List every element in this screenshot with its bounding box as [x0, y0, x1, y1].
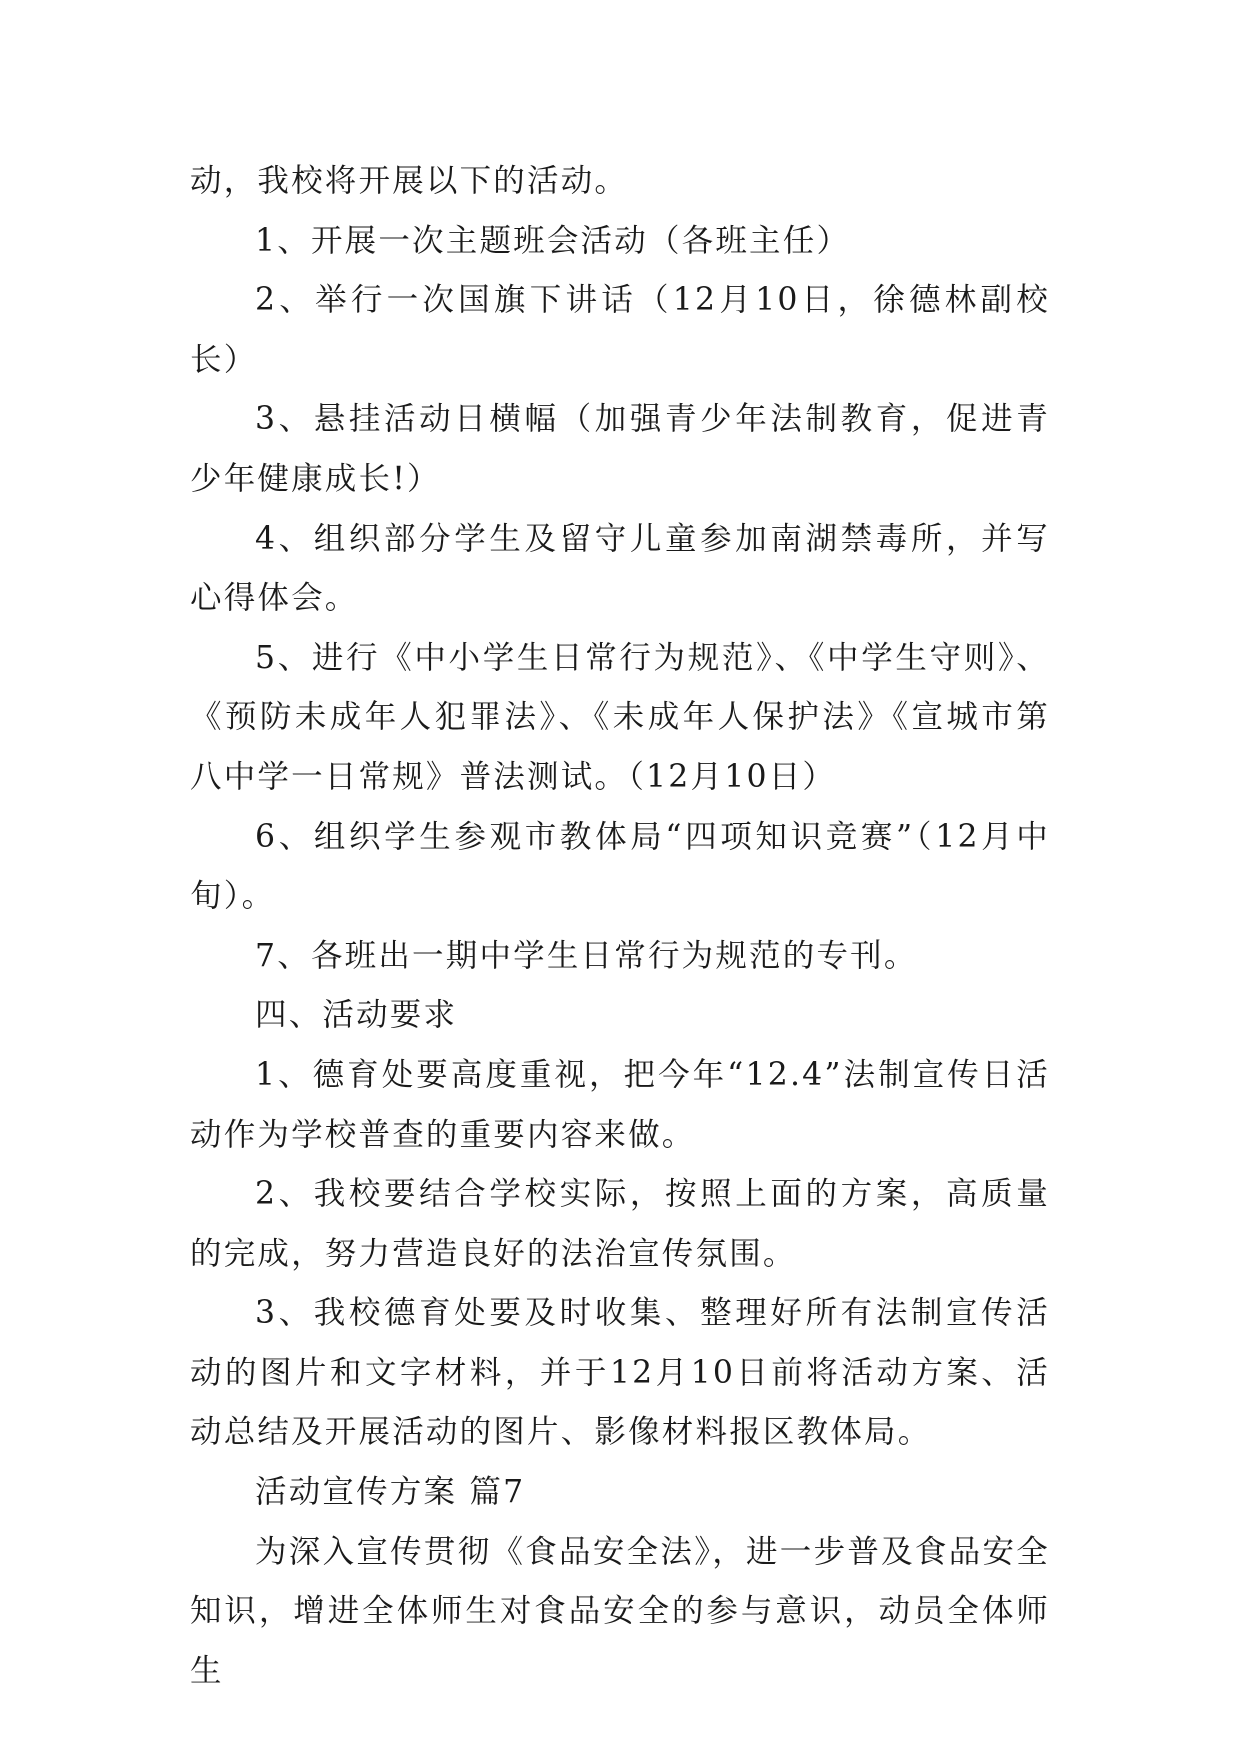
- paragraph-requirement-2: 2、我校要结合学校实际，按照上面的方案，高质量的完成，努力营造良好的法治宣传氛围。: [190, 1176, 1050, 1272]
- paragraph-item-4-visit: 4、组织部分学生及留守儿童参加南湖禁毒所，并写心得体会。: [190, 520, 1050, 617]
- section-heading-requirements: 四、活动要求: [255, 997, 458, 1034]
- document-body: [190, 152, 1050, 1701]
- paragraph-item-1-class-meeting: 1、开展一次主题班会活动（各班主任）: [255, 222, 851, 259]
- paragraph-item-6-competition: 6、组织学生参观市教体局“四项知识竞赛”（12月中旬）。: [190, 818, 1050, 915]
- paragraph-requirement-1: 1、德育处要高度重视，把今年“12.4”法制宣传日活动作为学校普查的重要内容来做。: [190, 1056, 1050, 1153]
- paragraph-item-3-banner: 3、悬挂活动日横幅（加强青少年法制教育，促进青少年健康成长!）: [190, 401, 1050, 497]
- paragraph-item-2-flag-speech: 2、举行一次国旗下讲话（12月10日，徐德林副校长）: [190, 282, 1050, 378]
- paragraph-continuation: 动，我校将开展以下的活动。: [190, 163, 629, 199]
- paragraph-item-5-law-test: 5、进行《中小学生日常行为规范》、《中学生守则》、《预防未成年人犯罪法》、《未成年人保护法》《宣城市第八中学一日常规》普法测试。（12月10日）: [190, 639, 1050, 795]
- section-heading-plan-7: 活动宣传方案 篇7: [255, 1474, 526, 1511]
- paragraph-plan-7-intro: 为深入宣传贯彻《食品安全法》，进一步普及食品安全知识，增进全体师生对食品安全的参与意识，动员全体师生: [190, 1533, 1050, 1689]
- paragraph-item-7-publication: 7、各班出一期中学生日常行为规范的专刊。: [255, 937, 918, 974]
- paragraph-requirement-3: 3、我校德育处要及时收集、整理好所有法制宣传活动的图片和文字材料，并于12月10日前将活动方案、活动总结及开展活动的图片、影像材料报区教体局。: [190, 1295, 1050, 1451]
